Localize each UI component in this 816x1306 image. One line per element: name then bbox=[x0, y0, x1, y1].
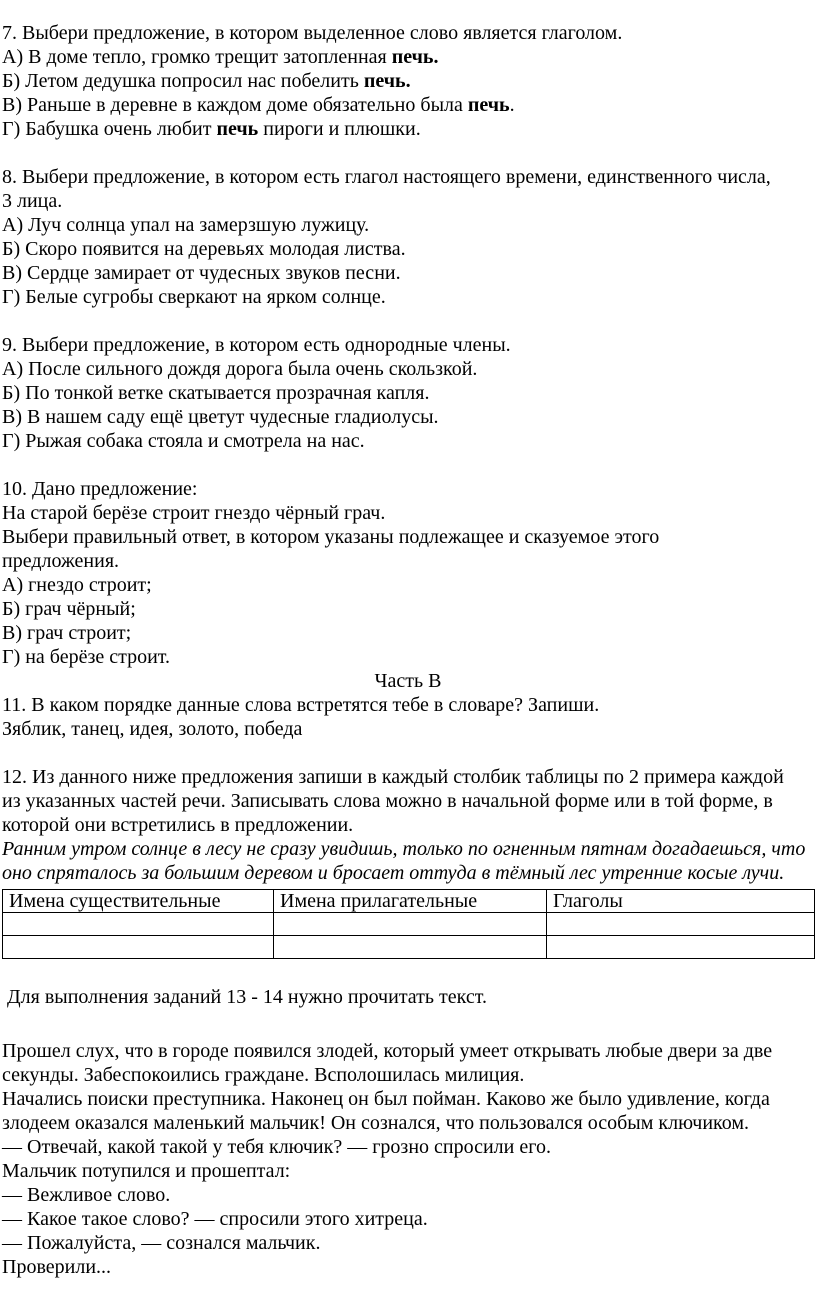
q10-title: 10. Дано предложение: bbox=[2, 478, 198, 500]
table-header-nouns: Имена существительные bbox=[3, 890, 274, 913]
story-line: — Какое такое слово? — спросили этого хитреца. bbox=[2, 1208, 428, 1230]
table-cell[interactable] bbox=[3, 936, 274, 959]
worksheet bbox=[2, 21, 814, 1279]
q11-title: 11. В каком порядке данные слова встретятся тебе в словаре? Запиши. bbox=[2, 694, 600, 716]
story-line: Мальчик потупился и прошептал: bbox=[2, 1160, 291, 1182]
table-cell[interactable] bbox=[274, 936, 547, 959]
q10-option-c: В) грач строит; bbox=[2, 622, 132, 644]
q10-option-a: А) гнездо строит; bbox=[2, 574, 152, 596]
parts-of-speech-table bbox=[2, 889, 815, 959]
table-header-verbs: Глаголы bbox=[547, 890, 815, 913]
q8-option-b: Б) Скоро появится на деревьях молодая листва. bbox=[2, 238, 406, 260]
q12-sentence: Ранним утром солнце в лесу не сразу увидишь, только по огненным пятнам догадаешься, что оно спряталось за большим деревом и бросает оттуда в тёмный лес утренние косые лучи. bbox=[2, 838, 806, 884]
q10-option-d: Г) на берёзе строит. bbox=[2, 646, 171, 668]
part-b-heading: Часть В bbox=[374, 670, 442, 692]
table-cell[interactable] bbox=[3, 913, 274, 936]
q7-option-c: В) Раньше в деревне в каждом доме обязательно была печь. bbox=[2, 94, 515, 116]
q12-title: 12. Из данного ниже предложения запиши в каждый столбик таблицы по 2 примера каждой из указанных частей речи. Записывать слова можно в начальной форме или в той форме, в которой они встретились в предложении. bbox=[2, 766, 784, 836]
q8-title: 8. Выбери предложение, в котором есть глагол настоящего времени, единственного числа, 3 лица. bbox=[2, 166, 771, 212]
q10-option-b: Б) грач чёрный; bbox=[2, 598, 136, 620]
table-row bbox=[3, 913, 815, 936]
q8-option-a: А) Луч солнца упал на замерзшую лужицу. bbox=[2, 214, 370, 236]
q9-title: 9. Выбери предложение, в котором есть однородные члены. bbox=[2, 334, 511, 356]
story-paragraph-1: Прошел слух, что в городе появился злодей, который умеет открывать любые двери за две секунды. Забеспокоились граждане. Всполошилась милиция. bbox=[2, 1040, 773, 1086]
q7-option-d: Г) Бабушка очень любит печь пироги и плюшки. bbox=[2, 118, 421, 140]
q7-title: 7. Выбери предложение, в котором выделенное слово является глаголом. bbox=[2, 22, 623, 44]
q7-option-a: А) В доме тепло, громко трещит затопленная печь. bbox=[2, 46, 439, 68]
q9-option-b: Б) По тонкой ветке скатывается прозрачная капля. bbox=[2, 382, 430, 404]
table-cell[interactable] bbox=[547, 936, 815, 959]
q10-sentence: На старой берёзе строит гнездо чёрный грач. bbox=[2, 502, 386, 524]
table-header-adjectives: Имена прилагательные bbox=[274, 890, 547, 913]
story-line: Проверили... bbox=[2, 1256, 112, 1278]
tasks-13-14-intro: Для выполнения заданий 13 - 14 нужно прочитать текст. bbox=[2, 986, 487, 1008]
q9-option-c: В) В нашем саду ещё цветут чудесные гладиолусы. bbox=[2, 406, 439, 428]
q9-option-d: Г) Рыжая собака стояла и смотрела на нас. bbox=[2, 430, 365, 452]
q11-words: Зяблик, танец, идея, золото, победа bbox=[2, 718, 303, 740]
q7-option-b: Б) Летом дедушка попросил нас побелить печь. bbox=[2, 70, 411, 92]
table-cell[interactable] bbox=[547, 913, 815, 936]
q8-option-d: Г) Белые сугробы сверкают на ярком солнце. bbox=[2, 286, 386, 308]
table-row bbox=[3, 936, 815, 959]
story-line: — Пожалуйста, — сознался мальчик. bbox=[2, 1232, 321, 1254]
story-line: — Отвечай, какой такой у тебя ключик? — грозно спросили его. bbox=[2, 1136, 551, 1158]
story-paragraph-2: Начались поиски преступника. Наконец он был пойман. Каково же было удивление, когда злодеем оказался маленький мальчик! Он сознался, что пользовался особым ключиком. bbox=[2, 1088, 770, 1134]
table-header-row bbox=[3, 890, 815, 913]
table-cell[interactable] bbox=[274, 913, 547, 936]
q9-option-a: А) После сильного дождя дорога была очень скользкой. bbox=[2, 358, 478, 380]
story-line: — Вежливое слово. bbox=[2, 1184, 171, 1206]
q8-option-c: В) Сердце замирает от чудесных звуков песни. bbox=[2, 262, 401, 284]
q10-prompt: Выбери правильный ответ, в котором указаны подлежащее и сказуемое этого предложения. bbox=[2, 526, 660, 572]
